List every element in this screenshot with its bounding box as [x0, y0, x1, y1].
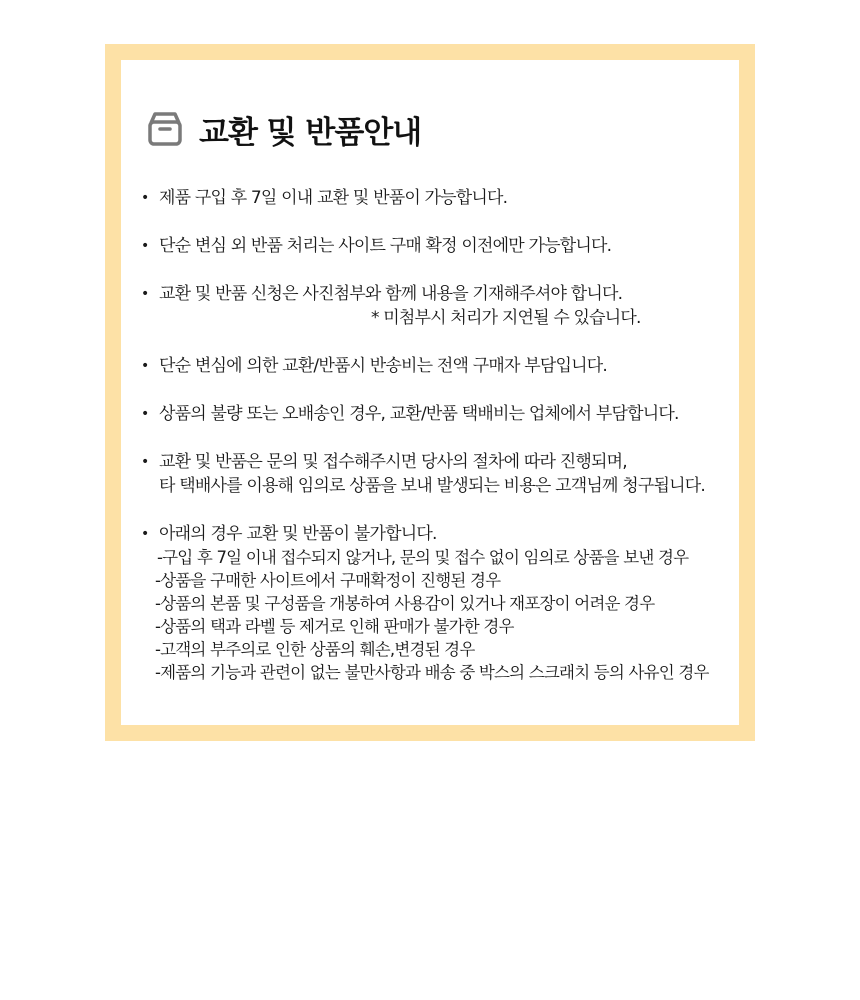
notice-header	[145, 104, 421, 154]
bullet: •	[141, 238, 150, 254]
list-item	[139, 450, 729, 498]
list-item	[139, 522, 729, 684]
sub-item: -고객의 부주의로 인한 상품의 훼손,변경된 경우	[155, 640, 475, 659]
notice-frame	[105, 44, 755, 741]
list-item	[139, 282, 729, 330]
item-text: 제품 구입 후 7일 이내 교환 및 반품이 가능합니다.	[159, 188, 508, 208]
list-item	[139, 234, 729, 258]
list-item	[139, 402, 729, 426]
list-item	[139, 354, 729, 378]
bullet: •	[141, 358, 150, 374]
list-item	[139, 186, 729, 210]
item-text: 교환 및 반품은 문의 및 접수해주시면 당사의 절차에 따라 진행되며,	[159, 452, 627, 472]
item-text: 단순 변심 외 반품 처리는 사이트 구매 확정 이전에만 가능합니다.	[159, 236, 612, 256]
bullet: •	[141, 526, 150, 542]
sub-item: -제품의 기능과 관련이 없는 불만사항과 배송 중 박스의 스크래치 등의 사유인 경우	[155, 663, 709, 682]
sub-item: -구입 후 7일 이내 접수되지 않거나, 문의 및 접수 없이 임의로 상품을 보낸 경우	[157, 548, 689, 567]
item-text: 단순 변심에 의한 교환/반품시 반송비는 전액 구매자 부담입니다.	[159, 356, 607, 376]
page-title: 교환 및 반품안내	[199, 114, 422, 151]
notice-list	[139, 186, 729, 708]
item-text: 상품의 불량 또는 오배송인 경우, 교환/반품 택배비는 업체에서 부담합니다.	[159, 404, 679, 424]
item-text: 교환 및 반품 신청은 사진첨부와 함께 내용을 기재해주셔야 합니다.	[159, 284, 623, 304]
item-note: * 미첨부시 처리가 지연될 수 있습니다.	[371, 308, 641, 328]
bullet: •	[141, 286, 150, 302]
sub-item: -상품의 택과 라벨 등 제거로 인해 판매가 불가한 경우	[155, 617, 514, 636]
bullet: •	[141, 454, 150, 470]
sub-item: -상품의 본품 및 구성품을 개봉하여 사용감이 있거나 재포장이 어려운 경우	[155, 594, 655, 613]
box-icon	[145, 109, 185, 149]
bullet: •	[141, 406, 150, 422]
item-text: 아래의 경우 교환 및 반품이 불가합니다.	[159, 524, 437, 544]
notice-panel	[121, 60, 739, 725]
item-text: 타 택배사를 이용해 임의로 상품을 보내 발생되는 비용은 고객님께 청구됩니다.	[159, 476, 705, 496]
sub-item: -상품을 구매한 사이트에서 구매확정이 진행된 경우	[155, 571, 501, 590]
bullet: •	[141, 190, 150, 206]
